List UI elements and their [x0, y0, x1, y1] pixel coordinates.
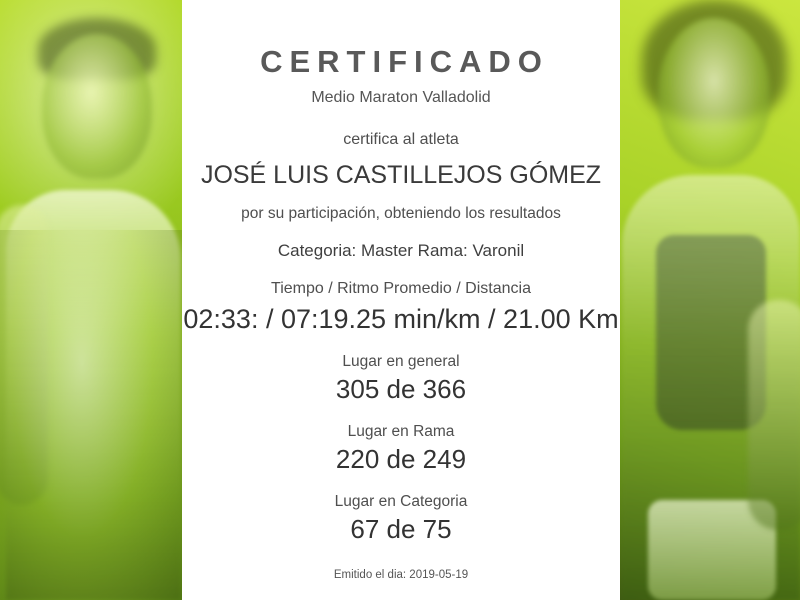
place-rama-value: 220 de 249 — [335, 444, 467, 474]
place-general-value: 305 de 366 — [335, 374, 467, 404]
event-name: Medio Maraton Valladolid — [311, 89, 491, 106]
place-rama-label: Lugar en Rama — [347, 423, 455, 440]
results-value: 02:33: / 07:19.25 min/km / 21.00 Km — [183, 304, 619, 334]
participation-line: por su participación, obteniendo los resultados — [241, 205, 561, 222]
photo-right-arm — [748, 300, 800, 530]
runner-photo-left — [0, 0, 182, 600]
photo-right-head — [658, 18, 770, 168]
results-label: Tiempo / Ritmo Promedio / Distancia — [271, 280, 531, 297]
photo-left-head — [42, 34, 152, 179]
issued-date: Emitido el dia: 2019-05-19 — [333, 569, 469, 581]
photo-left-body — [6, 190, 181, 600]
certificate-card — [182, 0, 620, 600]
place-categoria-value: 67 de 75 — [350, 514, 452, 544]
runner-photo-right — [620, 0, 800, 600]
certificate-title: CERTIFICADO — [260, 44, 549, 79]
place-categoria-label: Lugar en Categoria — [334, 493, 468, 510]
athlete-name: JOSÉ LUIS CASTILLEJOS GÓMEZ — [200, 161, 602, 189]
certifies-line: certifica al atleta — [343, 131, 459, 148]
place-general-label: Lugar en general — [342, 353, 460, 370]
category-line: Categoria: Master Rama: Varonil — [277, 241, 525, 260]
photo-left-arm — [0, 205, 48, 505]
